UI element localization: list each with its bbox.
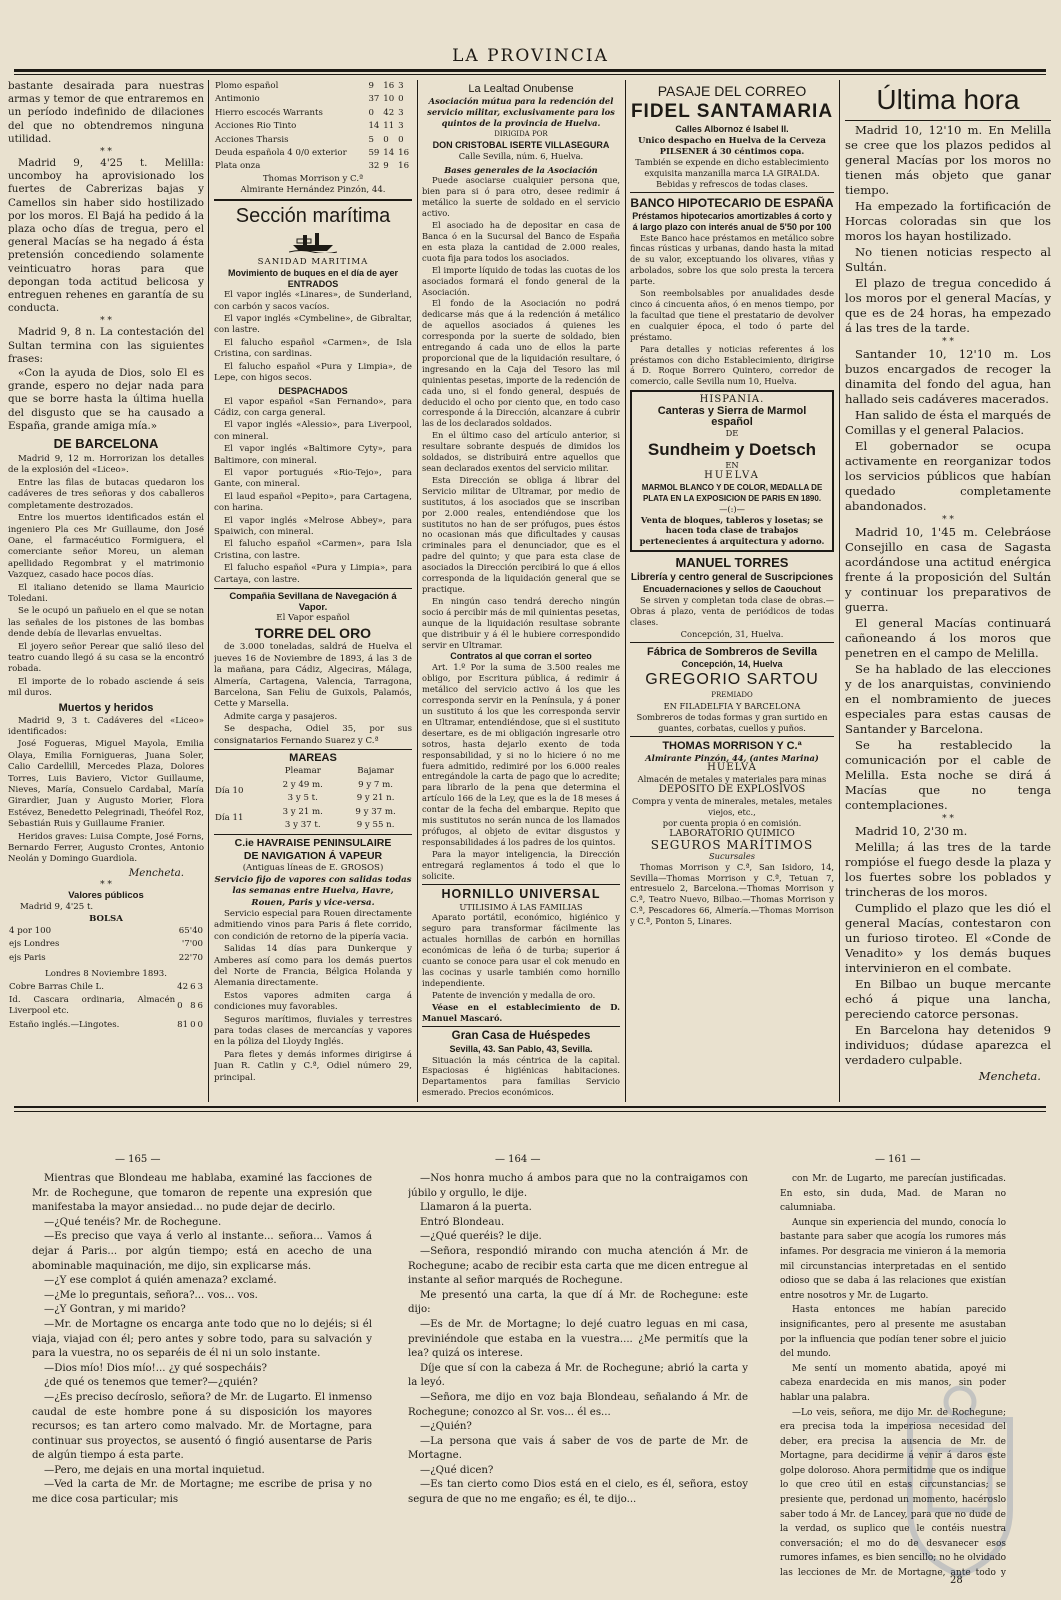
serial-paragraph: ¿de qué os tenemos que temer?—¿quién?	[44, 1377, 258, 1389]
bolsa-table	[8, 925, 204, 965]
asterism: * *	[942, 515, 954, 525]
bases-paragraph: Puede asociarse cualquier persona que, bien para si ó para otro, desee redimir á metálico la suerte de soldado en el servicio activo.	[422, 175, 620, 219]
serial-paragraph: con Mr. de Lugarto, me parecían justificadas. En esto, sin duda, Mad. de Maran no calumniaba.	[780, 1174, 1006, 1214]
asterism: * *	[942, 814, 954, 824]
serial-page-number: — 164 —	[495, 1154, 541, 1165]
ad-title: BANCO HIPOTECARIO DE ESPAÑA	[630, 195, 834, 210]
dispatch: Se ha restablecido la comunicación por el cable de Melilla. Esta noche se dirá á Macías que no tenga contemplaciones.	[845, 738, 1051, 812]
ship-icon	[214, 229, 412, 257]
ad-text: Este Banco hace préstamos en metálico sobre fincas rústicas y urbanas, dando hasta la mitad de su valor, exceptuando los olivares, viñas y arbolados, sobre los que solo presta la tercera parte.	[630, 232, 834, 287]
column-rule	[625, 80, 626, 1102]
prices-address: Almirante Hernández Pinzón, 44.	[240, 185, 386, 196]
serial-paragraph: —Nos honra mucho á ambos para que no la contraigamos con júbilo y orgullo, le dije.	[408, 1173, 748, 1199]
dispatch: Madrid 10, 1'45 m. Celebráose Consejillo en casa de Sagasta acordándose una actitud enérgica frente á la proposición del Sultán y continuar los preparativos de guerra.	[845, 525, 1051, 614]
table-row: 3 y 37 t. 9 y 55 n.	[284, 819, 395, 830]
ad-text: Venta de bloques, tableros y losetas; se hacen toda clase de trabajos pertenecientes á arquitectura y adorno.	[639, 514, 825, 547]
ad-title: PASAJE DEL CORREO	[657, 83, 807, 99]
table-row: Cobre Barras Chile L. 42 6 3	[9, 981, 203, 992]
ad-subtitle: Préstamos hipotecarios amortizables á corto y á largo plazo con interés anual de 5'50 por 100	[632, 210, 832, 232]
serial-column-middle	[408, 1172, 748, 1580]
section-title: Sección marítima	[235, 204, 391, 227]
ad-title: SEGUROS MARÍTIMOS	[650, 837, 814, 852]
dispatch: Han salido de ésta el marqués de Comillas y el general Palacios.	[845, 408, 1051, 437]
section-heading: Muertos y heridos	[58, 701, 154, 714]
table-row: Acciones Tharsis 5 0 0	[215, 134, 404, 145]
table-row: Estaño inglés.—Lingotes. 81 0 0	[9, 1019, 203, 1030]
ad-text: Admite carga y pasajeros.	[224, 711, 338, 722]
serial-paragraph: —¿Qué dicen?	[420, 1464, 494, 1476]
serial-paragraph: —¿Y ese complot á quién amenaza? exclamé.	[44, 1275, 277, 1287]
ad-title: THOMAS MORRISON Y C.ª	[662, 739, 802, 752]
ad-title: Gran Casa de Huéspedes	[451, 1029, 591, 1042]
section-heading: BOLSA	[89, 913, 123, 924]
dispatch: El general Macías continuará cañoneando á los moros que penetren en el campo de Melilla.	[845, 616, 1051, 660]
ad-text: Se despacha, Odiel 35, por sus consignatarios Fernando Suarez y C.ª	[214, 724, 412, 746]
ad-line: Sucursales	[708, 850, 755, 861]
subsection-title: ENTRADOS	[287, 279, 339, 290]
table-row: ejs Paris 22'70	[9, 952, 203, 963]
dispatch: Ha empezado la fortificación de Horcas coloradas sin que los moros los hayan hostilizado.	[845, 199, 1051, 243]
column-maritime	[214, 80, 412, 1100]
signature: Mencheta.	[978, 1069, 1041, 1083]
ad-title: TORRE DEL ORO	[254, 625, 372, 642]
dispatch: No tienen noticias respecto al Sultán.	[845, 245, 1051, 274]
news-paragraph: José Fogueras, Miguel Mayola, Emilia Olaya, Emilia Fornigueras, Juana Soler, Calio Cardellill, Mercedes Plaza, Dolores Torres, Luis Baviero, Victor Guillaume, Nieves, María, Consuelo Cardabal, María Girardier, Juan y Augusto Morier, Flora Estévez, Benedetto Pelegrinadi, Theófel Roz, Sebastián Ruis y Guillaume Franier.	[8, 739, 204, 830]
ad-text: Servicio especial para Rouen directamente admitiendo vinos para Paris á flete corrido, con condición de retorno de la pipería vacia.	[214, 908, 412, 942]
dispatch: Cumplido el plazo que les dió el general Macías, contestaron con un furioso tiroteo. El «Conde de Venadito» y los demás buques intervinieron en el combate.	[845, 901, 1051, 975]
signature: Mencheta.	[128, 866, 184, 879]
serial-paragraph: —¿Qué tenéis? Mr. de Rochegune.	[44, 1216, 222, 1228]
news-paragraph: Se le ocupó un pañuelo en el que se notan las señales de los pistones de las bombas dende debía de llevarlas envueltas.	[8, 606, 204, 640]
dispatch: Madrid 10, 12'10 m. En Melilla se cree que los plazos pedidos al general Macías por los moros no tienen más objeto que ganar tiempo.	[845, 123, 1051, 197]
ship-exit: El falucho español «Pura y Limpia», para Cartaya, con lastre.	[214, 563, 412, 585]
serial-paragraph: —Es de Mr. de Mortagne; lo dejé cuatro leguas en mi casa, previniéndole que estaba en la vuestra.... ¿Me permitís que la lea? quizá os interese.	[408, 1318, 748, 1360]
ad-text: Aparato portátil, económico, higiénico y seguro para transformar fácilmente las actuales hornillas de carbón en hornillas económicas de leña ó de turba; superior á cuanto se conoce para usar el cok menudo en las cocinas y usarle también como hornillo independiente.	[422, 912, 620, 988]
column-rule	[208, 80, 209, 1102]
metal-prices-table	[214, 80, 412, 174]
ad-text: Se sirven y completan toda clase de obras.—Obras á plazo, venta de periódicos de todas clases.	[630, 595, 834, 628]
serial-paragraph: —¿Me lo preguntais, señora?... vos... vos.	[44, 1289, 258, 1301]
serial-page-number: — 161 —	[875, 1154, 921, 1165]
divider	[630, 642, 834, 643]
section-heading: MAREAS	[289, 752, 337, 765]
divider	[214, 588, 412, 589]
table-header-row: Pleamar Bajamar	[284, 766, 394, 777]
ad-subtitle: Asociación mútua para la redención del servicio militar, exclusivamente para los quintos de la provincia de Huelva.	[427, 96, 615, 128]
contract-paragraph: Art. 1.º Por la suma de 3.500 reales me obligo, por Escritura pública, á redimir á metálico del servicio activo á los que les corresponda servir en la Península, y á poner un sustituto á los que les corresponda servir en Ultramar, entendiéndose, que si el sustituto desertare, es de mi obligación ingresarle otro sotros, hasta dejarlo exento de toda responsabilidad, y si no lo hiciere ó no me fuera admitido, redimiré por los 6.000 reales entregándole la carta de pago que lo acredite; para librarlo de la pena que determina el artículo 166 de la Ley, que es la de 18 meses á contar de la fecha del embarque. Repito que mis sustitutos no serán nunca de los llamados prófugos, al objeto de evitar disgustos y responsabilidades á los padres de los quintos.	[422, 662, 620, 847]
table-row: Plomo español 9 16 3	[215, 81, 404, 91]
column-rule	[839, 80, 840, 1102]
divider	[422, 884, 620, 885]
serial-paragraph: —La persona que vais á saber de vos de parte de Mr. de Mortagne.	[408, 1435, 748, 1462]
serial-paragraph: Díje que sí con la cabeza á Mr. de Rochegune; abrió la carta y la leyó.	[408, 1362, 748, 1389]
dateline: Madrid 9, 4'25 t.	[20, 902, 94, 913]
serial-paragraph: —Es tan cierto como Dios está en el cielo, es él, señora, estoy segura de que no me engaño; es él, te dijo...	[408, 1479, 748, 1506]
serial-rule	[14, 1106, 1046, 1108]
ad-title: GREGORIO SARTOU	[645, 670, 819, 688]
column-advertisements	[630, 82, 834, 1100]
ad-title: Sundheim y Doetsch	[647, 439, 817, 459]
subsection-title: DESPACHADOS	[278, 385, 348, 396]
dispatch: El gobernador se ocupa activamente en reorganizar todos los servicios públicos que habían quedado completamente abandonados.	[845, 439, 1051, 513]
ship-exit: El vapor portugués «Rio-Tejo», para Gante, con mineral.	[214, 467, 412, 490]
bases-paragraph: En ningún caso tendrá derecho ningún socio á percibir más de mil quinientas pesetas, aunque de la liquidación resultase sobrante que distribuir y á él le hubiere correspondido servir en Ultramar.	[422, 595, 620, 650]
ship-exit: El falucho español «Carmen», para Isla Cristina, con lastre.	[214, 539, 412, 561]
table-row: Día 10 2 y 49 m. 9 y 7 m.	[215, 779, 394, 797]
subsection-title: SANIDAD MARITIMA	[257, 256, 369, 267]
table-row: Id. Cascara ordinaria, Almacén Liverpool etc. 0 8 6	[9, 994, 203, 1017]
ad-title: DE NAVIGATION Á VAPEUR	[243, 850, 383, 863]
ad-text: Sombreros de todas formas y gran surtido en guantes, corbatas, cuellos y puños.	[636, 711, 828, 733]
ad-line: DE	[725, 427, 739, 438]
serial-column-left	[32, 1172, 372, 1580]
dispatch: En Barcelona hay detenidos 9 individuos; dúdase aparezca el verdadero culpable.	[845, 1023, 1051, 1067]
page-folio: 28	[950, 1575, 963, 1586]
ad-text: de 3.000 toneladas, saldrá de Huelva el jueves 16 de Noviembre de 1893, á las 3 de la mañana, para Cádiz, Algeciras, Málaga, Almería, Cartagena, Valencia, Tarragona, Barcelona, San Feliu de Guixols, Palamós, Cette y Marsella.	[214, 642, 412, 710]
ship-entry: El vapor inglés «Cymbeline», de Gibraltar, con lastre.	[214, 314, 412, 336]
ad-text: por cuenta propia ó en comisión.	[662, 817, 802, 828]
serial-paragraph: Me presentó una carta, la que dí á Mr. de Rochegune: este dijo:	[408, 1289, 748, 1316]
serial-paragraph: —Ved la carta de Mr. de Mortagne; me escribe de prisa y no me dice cosa particular; mis	[32, 1479, 372, 1506]
serial-paragraph: —¿Qué queréis? le dije.	[420, 1231, 542, 1243]
news-paragraph: Entre los muertos identificados están el ingeniero Pla ces Mr Guillaume, don José Oane, el farmacéutico Formiguera, el comerciante señor Moreu, un aleman apellidado Regombrat y el matrimonio Vazquez, casado hace pocos días.	[8, 513, 204, 581]
dispatch: En Bilbao un buque mercante echó á pique una lancha, pereciendo catorce personas.	[845, 977, 1051, 1021]
ad-text: Véase en el establecimiento de D. Manuel Mascaró.	[422, 1001, 620, 1023]
asterism: * *	[100, 880, 112, 891]
bases-paragraph: El importe líquido de todas las cuotas de los asociados formará el fondo general de la Asociación.	[422, 264, 620, 297]
ad-address: Almirante Pinzón, 44, (antes Marina)	[645, 752, 819, 763]
ad-text: Seguros marítimos, fluviales y terrestres para todas clases de mercancías y vapores en la póliza del Lloydy Inglés.	[214, 1014, 412, 1048]
ship-exit: El vapor español «San Fernando», para Cádiz, con carga general.	[214, 396, 412, 418]
divider	[630, 192, 834, 193]
serial-rule-thin	[14, 1111, 1046, 1112]
subsection-title: Movimiento de buques en el día de ayer	[227, 268, 399, 279]
ad-title: HORNILLO UNIVERSAL	[441, 886, 601, 901]
london-table	[8, 981, 204, 1033]
ad-title: FIDEL SANTAMARIA	[630, 101, 834, 122]
news-paragraph: El importe de lo robado asciende á seis mil duros.	[8, 676, 204, 699]
ad-title: C.ie HAVRAISE PENINSULAIRE	[234, 837, 392, 850]
table-row: 4 por 100 65'40	[9, 925, 203, 936]
serial-paragraph: —Es preciso que vaya á verlo al instante... señora... Vamos á dejar á Paris... por algún tiempo; está en acecho de una abominable maquinación, me dijo, sin explicarse más.	[32, 1231, 372, 1272]
ship-exit: El vapor inglés «Baltimore Cyty», para Baltimore, con mineral.	[214, 444, 412, 466]
dispatch: Santander 10, 12'10 m. Los buzos encargados de recoger la dinamita del fondo del agua, han hallado seis cadáveres macerados.	[845, 347, 1051, 406]
ad-line: DIRIGIDA POR	[494, 129, 548, 138]
ad-line: HUELVA	[704, 469, 760, 481]
serial-paragraph: Me sentí un momento abatida, apoyé mi cabeza enardecida en mis manos, sin poder hablar una palabra.	[780, 1363, 1006, 1403]
bases-paragraph: El asociado ha de depositar en casa de Banca ó en la Sucursal del Banco de España en esta plaza la cantidad de 2.000 reales, cuota fija para todos los asociados.	[422, 220, 620, 263]
ad-line: HUELVA	[707, 762, 757, 774]
serial-paragraph: —¿Y Gontran, y mi marido?	[44, 1304, 186, 1316]
ship-exit: El laud español «Pepito», para Cartagena, con harina.	[214, 491, 412, 514]
subsection-title: Contratos al que corran el sorteo	[450, 651, 592, 662]
dispatch: Se ha hablado de las elecciones y de los anarquistas, conviniendo en el nombramiento de jueces especiales para estas causas de Santander y Barcelona.	[845, 662, 1051, 736]
ad-line: EN	[725, 459, 739, 470]
dateline: Londres 8 Noviembre 1893.	[44, 969, 167, 980]
library-stamp-watermark	[895, 1380, 1025, 1590]
dispatch: Melilla; á las tres de la tarde rompióse el fuego desde la plaza y los fuertes sobre los poblados y trincheras de los moros.	[845, 840, 1051, 899]
ship-entry: El vapor inglés «Linares», de Sunderland, con carbón y sacos vacíos.	[214, 290, 412, 312]
ad-text: Para detalles y noticias referentes á los préstamos con dicho Establecimiento, dirigirse á D. Roque Borrero Quintero, corredor de comercio, calle Sevilla num 10, Huelva.	[630, 343, 834, 387]
contract-paragraph: Para la mayor inteligencia, la Dirección entregará reglamentos á todo el que lo solicite.	[422, 848, 620, 881]
ad-text: Patente de invención y medalla de oro.	[432, 989, 596, 1000]
divider	[214, 199, 412, 201]
serial-paragraph: —Señora, respondió mirando con mucha atención á Mr. de Rochegune; acabo de recibir esta carta que me dicen entregue al instante al señor marqués de Rochegune.	[408, 1245, 748, 1287]
dispatch: Madrid 9, 8 n. La contestación del Sultan termina con las siguientes frases:	[8, 326, 204, 365]
dispatch: Madrid 10, 2'30 m.	[855, 824, 968, 838]
serial-paragraph: Hasta entonces me habían parecido insignificantes, pero al presente me asustaban por la influencia que podían tener sobre el juicio del mundo.	[780, 1305, 1006, 1360]
ad-title: DEPOSITO DE EXPLOSIVOS	[658, 784, 806, 796]
serial-paragraph: —Lo veis, señora, me dijo Mr. de Rochegune; era precisa toda la imperiosa necesidad del deber, era precisa la ausencia de Mr. de Mortagne, para decidirme á venir á daros este golpe doloroso. Ahora permitidme que os indique lo que creo útil en estas circunstancias; se presiente que, perdonad un momento, hacéroslo saber todo á Mr. de Lancey, para que no dude de la verdad, os suplico que le contéis nuestra conversación; el mo do de desvanecer esos rumores infames, es bien sencillo; no he olvidado las lecciones de Mr. de Mortagne, ante todo y	[780, 1407, 1006, 1579]
ad-line: El Vapor español	[276, 613, 350, 624]
table-row: Hierro escocés Warrants 0 42 3	[215, 107, 404, 118]
ad-text: MARMOL BLANCO Y DE COLOR, MEDALLA DE PLATA EN LA EXPOSICION DE PARIS EN 1890.	[641, 482, 823, 503]
ad-title: Compañia Sevillana de Navegación á Vapor.	[229, 591, 397, 614]
section-title: Última hora	[876, 84, 1020, 115]
ad-address: Calles Albornoz é Isabel II.	[675, 124, 789, 134]
serial-paragraph: —Señora, me dijo en voz baja Blondeau, señalando á Mr. de Rochegune; conozco al Sr. vos... él es...	[408, 1391, 748, 1418]
article-intro: bastante desairada para nuestras armas y temor de que entraremos en un período indefinido de dilaciones del que no obtendremos ninguna utilidad.	[8, 80, 204, 145]
bases-paragraph: El fondo de la Asociación no podrá dedicarse más que á la redención á metálico de aquellos asociados á quienes les corresponda por la suerte de soldado, bien entregando á cada uno de ellos la parte proporcional que de la liquidación resultare, ó ingresando en la Caja del Tesoro las mil quinientas pesetas, importe de la redención de cada uno, si el fondo general, después de deducido el ocho por ciento que, en todo caso corresponde á la Dirección, alcanzare á cubrir las de los declarados soldados.	[422, 298, 620, 429]
ad-text: Para fletes y demás informes dirigirse á Juan R. Catlin y C.ª, Odiel número 29, principal.	[214, 1049, 412, 1083]
serial-paragraph: Llamaron á la puerta.	[420, 1202, 532, 1214]
ship-exit: El vapor inglés «Melrose Abbey», para Spaiwich, con mineral.	[214, 515, 412, 537]
ad-title: Fábrica de Sombreros de Sevilla	[647, 645, 817, 658]
asterism: * *	[100, 147, 112, 158]
table-row: Deuda española 4 0/0 exterior 59 14 16	[215, 148, 410, 159]
section-heading: Valores públicos	[68, 890, 144, 902]
ad-address	[422, 1099, 620, 1100]
director-name: DON CRISTOBAL ISERTE VILLASEGURA	[432, 139, 610, 150]
subsection-title: Bases generales de la Asociación	[444, 164, 598, 175]
table-row: Acciones Rio Tinto 14 11 3	[215, 121, 404, 132]
divider	[630, 736, 834, 737]
table-row: Plata onza 32 9 16	[215, 161, 410, 172]
column-news-left	[8, 80, 204, 1100]
serial-paragraph: Mientras que Blondeau me hablaba, examiné las facciones de Mr. de Rochegune, que tomaron de repente una expresión que manifestaba la mayor ansiedad... no pude dejar de decirlo.	[32, 1173, 372, 1214]
ad-text: Estos vapores admiten carga á condiciones muy favorables.	[214, 990, 412, 1013]
serial-paragraph: —Mr. de Mortagne os encarga ante todo que no lo dejéis; si él viaja, viajad con él; pero antes y sobre todo, para su salvación y para la vuestra, no os separéis de él ni un solo instante.	[32, 1318, 372, 1360]
serial-paragraph: —Pero, me dejais en una mortal inquietud.	[44, 1464, 265, 1476]
ad-subtitle: UTILISIMO Á LAS FAMILIAS	[459, 901, 583, 912]
table-row: 3 y 5 t. 9 y 21 n.	[287, 793, 395, 804]
masthead-title: LA PROVINCIA	[452, 46, 609, 66]
divider	[214, 749, 412, 750]
section-heading: DE BARCELONA	[53, 436, 159, 452]
ad-text: Situación la más céntrica de la capital. Espaciosas é higiénicas habitaciones. Departamentos para familias Servicio esmerado. Precios económicos.	[422, 1054, 620, 1098]
news-paragraph: Heridos graves: Luisa Compte, José Forns, Bernardo Ferrer, Augusto Crontes, Antonio Neolán y Domingo Guardiola.	[8, 831, 204, 865]
dispatch: «Con la ayuda de Dios, solo El es grande, espero no dejar nada para que se borre hasta la última huella del disgusto que se ha causado a España, grande amiga mía.»	[8, 367, 204, 432]
asterism: * *	[942, 337, 954, 347]
masthead-rule-thin	[14, 74, 1046, 75]
ad-address: Sevilla, 43. San Pablo, 43, Sevilla.	[449, 1043, 593, 1054]
ad-line: (Antiguas líneas de E. GROSOS)	[242, 863, 384, 874]
ad-text: Thomas Morrison y C.ª, San Isidoro, 14, Sevilla—Thomas Morrison y C.ª, Tetuan 7, entresuelo 2, Barcelona.—Thomas Morrison y C.ª, Teatro Nuevo, Bilbao.—Thomas Morrison y C.ª, Pescadores 66, Almería.—Thomas Morrison y C.ª, Ponton 5, Linares.	[630, 861, 834, 927]
ship-entry: El falucho español «Pura y Limpia», de Lepe, con higos secos.	[214, 361, 412, 384]
news-paragraph: Entre las filas de butacas quedaron los cadáveres de tres señoras y dos caballeros completamente destrozados.	[8, 477, 204, 511]
serial-paragraph: —Dios mío! Dios mío!... ¿y qué sospecháis?	[44, 1362, 267, 1374]
column-ultima-hora	[845, 82, 1051, 1100]
ad-address: Concepción, 31, Huelva.	[680, 629, 784, 639]
tides-table	[214, 765, 412, 832]
ad-line: PREMIADO	[711, 690, 753, 699]
divider	[422, 1026, 620, 1027]
prices-signature: Thomas Morrison y C.ª	[262, 173, 364, 184]
news-paragraph: El joyero señor Perear que salió ileso del teatro cuando llegó á su casa se la encontró robada.	[8, 641, 204, 675]
ad-title: LABORATORIO QUIMICO	[669, 827, 795, 839]
table-row: ejs Londres '7'00	[9, 939, 203, 950]
bases-paragraph: En el último caso del artículo anterior, si resultare sobrante después de dimidos los soldados, se distribuirá entre aquellos que sean declarados exentos del servicio militar.	[422, 430, 620, 473]
column-rule	[417, 80, 418, 1102]
ad-line: Servicio fijo de vapores con salidas todas las semanas entre Huelva, Havre, Rouen, Paris y vice-versa.	[214, 874, 412, 908]
asterism: * *	[100, 316, 112, 327]
ad-text: Salidas 14 días para Dunkerque y Amberes así como para los demás puertos del Norte de Francia, Bélgica Holanda y Alemania directamente.	[214, 944, 412, 989]
serial-paragraph: Aunque sin experiencia del mundo, conocía lo bastante para saber que acogía los rumores más infames. Por desgracia me vinieron á la memoria mil circunstancias interpretadas en el sentido odioso que se daba á las relaciones que existían entre nosotros y Mr. de Lugarto.	[780, 1217, 1006, 1301]
news-paragraph: Madrid 9, 3 t. Cadáveres del «Liceo» identificados:	[8, 715, 204, 738]
marble-ad-box	[630, 390, 834, 552]
dispatch: El plazo de tregua concedido á los moros por el general Macías, y que es de 24 horas, ha empezado á las tres de la tarde.	[845, 276, 1051, 335]
table-row: Antimonio 37 10 0	[215, 94, 404, 105]
ad-text: Compra y venta de minerales, metales, metales viejos, etc.,	[632, 796, 832, 818]
ad-address: Concepción, 14, Huelva	[681, 658, 783, 669]
ship-exit: El vapor inglés «Alessio», para Liverpool, con mineral.	[214, 420, 412, 442]
serial-page-number: — 165 —	[115, 1154, 161, 1165]
news-paragraph: El italiano detenido se llama Mauricio Toledani.	[8, 582, 204, 604]
ad-subtitle: Librería y centro general de Suscripciones	[630, 572, 834, 584]
ad-text: Son reembolsables por anualidades desde cinco á cincuenta años, ó en menos tiempo, por la facultad que tiene el prestatario de devolver en cualquier época, el todo ó parte del préstamo.	[630, 288, 834, 342]
ad-text: También se expende en dicho establecimiento exquisita manzanilla marca LA GIRALDA. Bebidas y refrescos de todas clases.	[635, 156, 829, 189]
column-lealtad	[422, 82, 620, 1100]
bases-paragraph: Esta Dirección se obliga á librar del Servicio militar de Ultramar, por medio de sustitutos, á los asociados que se inscriban por 2.000 reales, entendiéndose que los sustitutos no han de ser prófugos, pues éstos no ocasionan más que dificultades y causas criminales para el denunciador, que es el padre del quinto; y que para esta clase de asociados la Dirección percibirá lo que á ellos corresponda de la liquidación general que se practique.	[422, 474, 620, 594]
masthead-rule	[14, 69, 1046, 72]
ad-text: Unico despacho en Huelva de la Cerveza PILSENER á 30 céntimos copa.	[638, 135, 826, 156]
divider	[214, 834, 412, 835]
ad-subtitle: Encuadernaciones y sellos de Caouchout	[642, 584, 822, 595]
serial-paragraph: Entró Blondeau.	[420, 1216, 505, 1228]
ship-entry: El falucho español «Carmen», de Isla Cristina, con sardinas.	[214, 337, 412, 360]
ad-line: HISPANIA.	[699, 394, 765, 406]
table-row: Día 11 3 y 21 m. 9 y 37 m.	[215, 806, 396, 824]
ad-title: Canteras y Sierra de Marmol español	[657, 405, 807, 429]
news-paragraph: Madrid 9, 12 m. Horrorizan los detalles de la explosión del «Liceo».	[8, 454, 204, 476]
ad-text: Almacén de metales y materiales para minas	[637, 774, 827, 785]
serial-paragraph: —¿Quién?	[420, 1421, 472, 1433]
serial-paragraph: —¿Es preciso decíroslo, señora? de Mr. de Lugarto. El inmenso caudal de este hombre pone á su disposición los mayores recursos; es tan artero como malvado. Mr. de Mortagne, para continuar sus proyectos, se ausentó ó fingió ausentarse de Paris de algún tiempo á esta parte.	[32, 1391, 372, 1462]
ad-title: MANUEL TORRES	[675, 555, 789, 571]
ad-line: —(:)—	[719, 503, 745, 514]
ad-title: La Lealtad Onubense	[468, 83, 574, 95]
divider	[845, 120, 1051, 121]
ad-line: EN FILADELFIA Y BARCELONA	[663, 700, 801, 711]
address: Calle Sevilla, núm. 6, Huelva.	[458, 150, 584, 161]
dispatch: Madrid 9, 4'25 t. Melilla: uncomboy ha aprovisionado los fuertes de Cabrerizas bajas y Camellos sin haber sido hostilizado por los moros. El Bajá ha pedido á la plaza ocho días de tregua, pero el general Macías se ha negado á ésta pretensión concediendo solamente veinticuatro horas para que depongan toda actitud belicosa y entreguen rehenes en garantía de su conducta.	[8, 157, 204, 315]
